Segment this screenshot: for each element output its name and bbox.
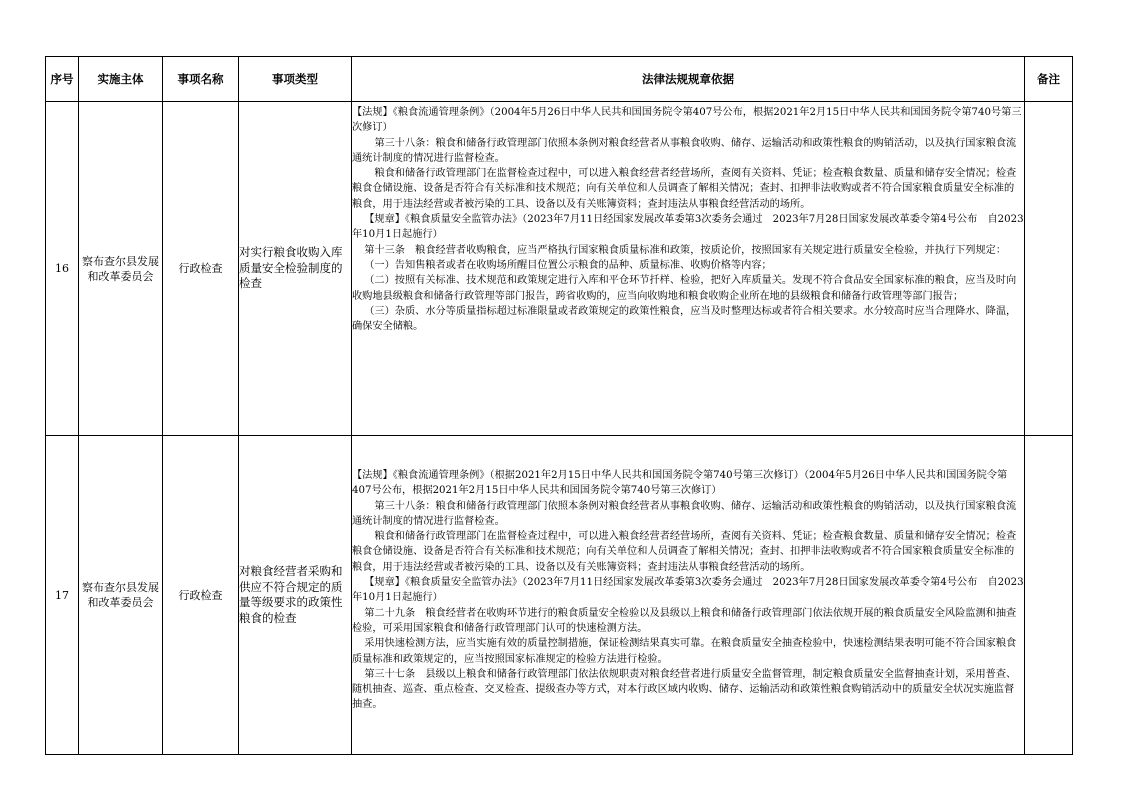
header-legal-basis: 法律法规规章依据: [352, 57, 1025, 102]
basis-paragraph: （一）告知售粮者或者在收购场所醒目位置公示粮食的品种、质量标准、收购价格等内容；: [364, 259, 772, 271]
basis-paragraph: 第三十七条 县级以上粮食和储备行政管理部门依法依规职责对粮食经营者进行质量安全监督管理，制定粮食质量安全监督抽查计划，采用普查、随机抽查、巡查、重点检查、交叉检查、提级查办等方式，对本行政区域内收购、储存、运输活动和政策性粮食购销活动中的质量安全状况实施监督抽查。: [352, 668, 1017, 711]
basis-paragraph: 【规章】《粮食质量安全监管办法》（2023年7月11日经国家发展改革委第3次委务会通过 2023年7月28日国家发展改革委令第4号公布 自2023年10月1日起施行）: [352, 214, 1024, 241]
header-row: [46, 57, 1073, 102]
implementing-subject: 察布查尔县发展和改革委员会: [79, 436, 163, 755]
basis-paragraph: 第三十八条：粮食和储备行政管理部门依照本条例对粮食经营者从事粮食收购、储存、运输活动和政策性粮食的购销活动，以及执行国家粮食流通统计制度的情况进行监督检查。: [352, 137, 1017, 164]
row-number: 16: [46, 102, 79, 436]
implementing-subject: 察布查尔县发展和改革委员会: [79, 102, 163, 436]
basis-paragraph: 粮食和储备行政管理部门在监督检查过程中，可以进入粮食经营者经营场所，查阅有关资料、凭证；检查粮食数量、质量和储存安全情况；检查粮食仓储设施、设备是否符合有关标准和技术规范；向有关单位和人员调查了解相关情况；查封、扣押非法收购或者不符合国家粮食质量安全标准的粮食，用于违法经营或者被污染的工具、设备以及有关账簿资料；查封违法从事粮食经营活动的场所。: [352, 531, 1017, 573]
basis-paragraph: （三）杂质、水分等质量指标超过标准限量或者政策规定的政策性粮食，应当及时整理达标或者符合相关要求。水分较高时应当合理降水、降温，确保安全储粮。: [352, 305, 1017, 333]
item-name: 行政检查: [163, 436, 239, 755]
basis-paragraph: 采用快速检测方法，应当实施有效的质量控制措施，保证检测结果真实可靠。在粮食质量安全抽查检验中，快速检测结果表明可能不符合国家粮食质量标准和政策规定的，应当按照国家标准规定的检验方法进行检验。: [352, 638, 1017, 665]
basis-paragraph: （二）按照有关标准、技术规范和政策规定进行入库和平仓环节扦样、检验，把好入库质量关。发现不符合食品安全国家标准的粮食，应当及时向收购地县级粮食和储备行政管理等部门报告，跨省收购的，应当向收购地和粮食收购企业所在地的县级粮食和储备行政管理等部门报告；: [352, 275, 1017, 302]
regulation-table: [45, 56, 1073, 755]
remark: [1025, 436, 1073, 755]
table-row: [46, 102, 1073, 436]
basis-paragraph: 第十三条 粮食经营者收购粮食，应当严格执行国家粮食质量标准和政策，按质论价，按照国家有关规定进行质量安全检验，并执行下列规定：: [364, 244, 1007, 256]
row-number: 17: [46, 436, 79, 755]
item-name: 行政检查: [163, 102, 239, 436]
item-type: 对实行粮食收购入库质量安全检验制度的检查: [239, 102, 352, 436]
table-row: [46, 436, 1073, 755]
item-type: 对粮食经营者采购和供应不符合规定的质量等级要求的政策性粮食的检查: [239, 436, 352, 755]
header-item-type: 事项类型: [239, 57, 352, 102]
header-no: 序号: [46, 57, 79, 102]
basis-paragraph: 【规章】《粮食质量安全监管办法》（2023年7月11日经国家发展改革委第3次委务会通过 2023年7月28日国家发展改革委令第4号公布 自2023年10月1日起施行）: [352, 577, 1024, 604]
header-item-name: 事项名称: [163, 57, 239, 102]
basis-paragraph: 【法规】《粮食流通管理条例》（2004年5月26日中华人民共和国国务院令第407号公布，根据2021年2月15日中华人民共和国国务院令第740号第三次修订）: [352, 107, 1022, 134]
basis-paragraph: 【法规】《粮食流通管理条例》（根据2021年2月15日中华人民共和国国务院令第740号第三次修订）（2004年5月26日中华人民共和国国务院令第407号公布，根据2021年2月15日中华人民共和国国务院令第740号第三次修订）: [352, 470, 1008, 497]
basis-paragraph: 粮食和储备行政管理部门在监督检查过程中，可以进入粮食经营者经营场所，查阅有关资料、凭证；检查粮食数量、质量和储存安全情况；检查粮食仓储设施、设备是否符合有关标准和技术规范；向有关单位和人员调查了解相关情况；查封、扣押非法收购或者不符合国家粮食质量安全标准的粮食，用于违法经营或者被污染的工具、设备以及有关账簿资料；查封违法从事粮食经营活动的场所。: [352, 168, 1017, 210]
legal-basis: [352, 102, 1025, 436]
header-subject: 实施主体: [79, 57, 163, 102]
remark: [1025, 102, 1073, 436]
basis-paragraph: 第二十九条 粮食经营者在收购环节进行的粮食质量安全检验以及县级以上粮食和储备行政管理部门依法依规开展的粮食质量安全风险监测和抽查检验，可采用国家粮食和储备行政管理部门认可的快速检测方法。: [352, 607, 1017, 634]
legal-basis: [352, 436, 1025, 755]
header-remark: 备注: [1025, 57, 1073, 102]
basis-paragraph: 第三十八条：粮食和储备行政管理部门依照本条例对粮食经营者从事粮食收购、储存、运输活动和政策性粮食的购销活动，以及执行国家粮食流通统计制度的情况进行监督检查。: [352, 500, 1017, 527]
